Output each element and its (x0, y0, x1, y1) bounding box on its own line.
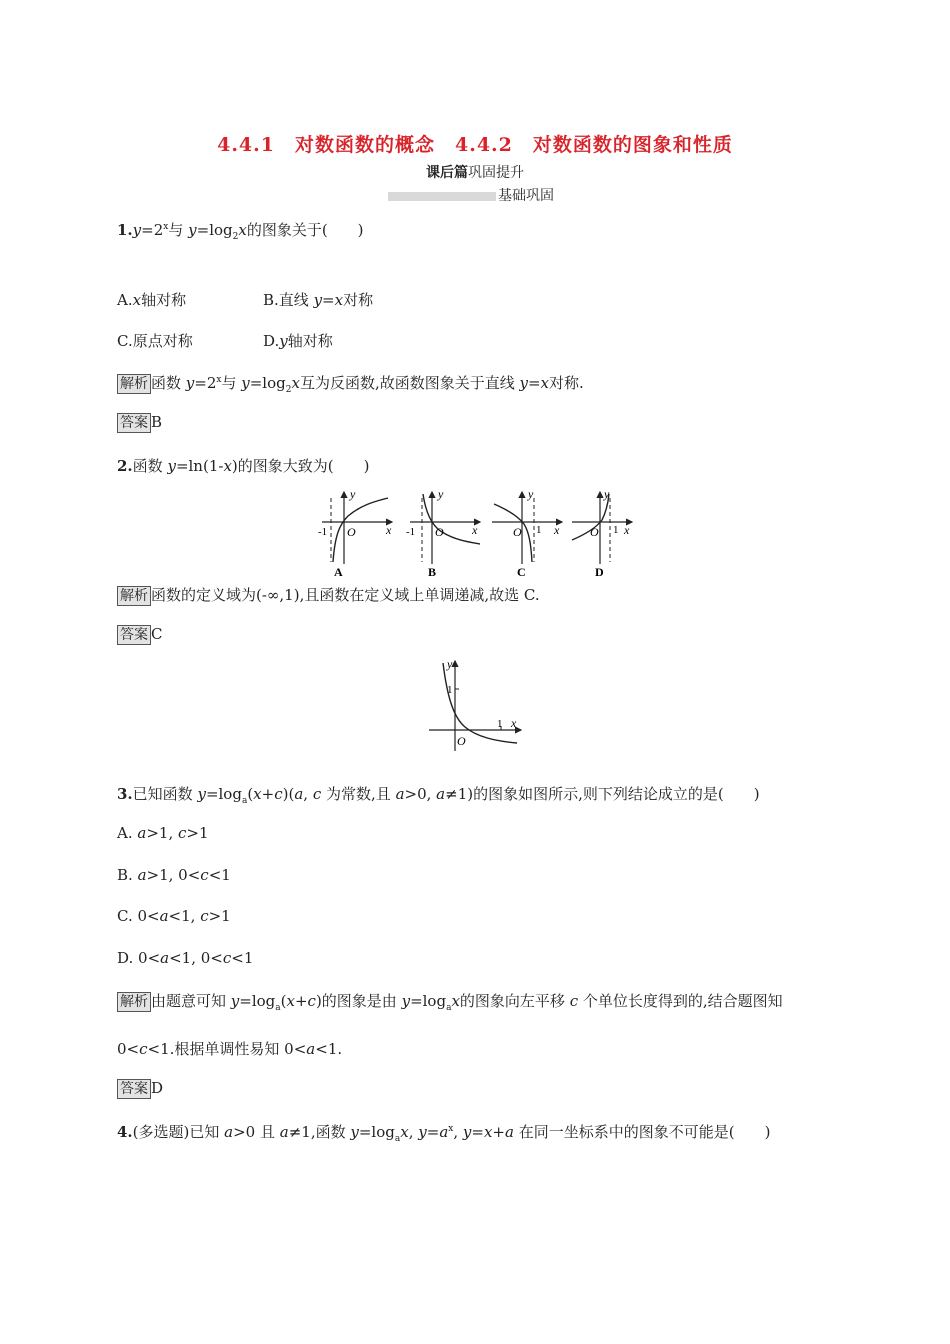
answer-tag: 答案 (117, 1079, 151, 1099)
svg-text:1: 1 (613, 524, 619, 536)
answer-tag: 答案 (117, 625, 151, 645)
q3-option-b: B. a>1, 0<c<1 (117, 866, 231, 884)
subtitle-rest: 巩固提升 (468, 165, 524, 181)
q2-graphs (310, 484, 640, 580)
svg-text:y: y (604, 487, 610, 501)
question-2: 2.函数 y=ln(1-x)的图象大致为( ) (117, 457, 370, 475)
svg-text:y: y (528, 487, 534, 501)
page-subtitle (0, 162, 950, 182)
q3-option-c: C. 0<a<1, c>1 (117, 907, 231, 925)
svg-text:x: x (554, 523, 560, 537)
q1-answer: 答案 B (117, 413, 162, 433)
section-bar (388, 192, 496, 201)
q2-graph-d (572, 487, 632, 579)
svg-text:C: C (517, 565, 526, 579)
question-3: 3.已知函数 $y=\log_a(x+c)(a$, c 为常数,且 a>0, a≠1)的图象如图所示,则下列结论成立的是( ) (117, 785, 760, 806)
section-header (388, 185, 554, 205)
svg-text:x: x (472, 523, 478, 537)
question-4: 4.(多选题)已知 a>0 且 a≠1,函数 $y=\log_ax$, $y=a^x$, y=x+a 在同一坐标系中的图象不可能是( ) (117, 1123, 771, 1144)
svg-text:-1: -1 (406, 526, 416, 538)
svg-text:y: y (438, 487, 444, 501)
q3-answer: 答案 D (117, 1079, 163, 1099)
svg-text:A: A (334, 565, 343, 579)
svg-text:O: O (590, 525, 599, 539)
svg-text:D: D (595, 565, 604, 579)
svg-text:1: 1 (497, 718, 503, 730)
q3-option-d: D. 0<a<1, 0<c<1 (117, 949, 254, 967)
q1-option-b: B.直线 y=x对称 (263, 291, 374, 309)
svg-text:-1: -1 (318, 526, 328, 538)
svg-text:1: 1 (536, 524, 542, 536)
q1-analysis: 解析 函数 $y=2^x$与 $y=\log_2x$互为反函数,故函数图象关于直线 y=x对称. (117, 372, 584, 395)
q1-option-d: D.y轴对称 (263, 332, 333, 350)
q2-graph-c (492, 487, 562, 579)
q2-graph-b (406, 487, 480, 579)
svg-text:B: B (428, 565, 437, 579)
svg-text:x: x (511, 716, 517, 730)
q3-analysis-line1: 解析 由题意可知 $y=\log_a(x+c)$的图象是由 $y=\log_ax$的图象向左平移 c 个单位长度得到的,结合题图知 (117, 990, 783, 1013)
analysis-tag: 解析 (117, 992, 151, 1012)
q2-graph-a (318, 487, 392, 579)
q1-option-a: A.x轴对称 (117, 291, 187, 309)
question-1: $1.y=2^x$与 $y=\log_2x$的图象关于( ) (117, 221, 364, 242)
svg-text:y: y (350, 487, 356, 501)
section-label: 基础巩固 (498, 188, 554, 204)
analysis-tag: 解析 (117, 374, 151, 394)
q3-option-a: A. a>1, c>1 (117, 824, 209, 842)
answer-tag: 答案 (117, 413, 151, 433)
svg-text:x: x (386, 523, 392, 537)
q2-analysis: 解析 函数的定义域为(-∞,1),且函数在定义域上单调递减,故选 C. (117, 584, 540, 606)
analysis-tag: 解析 (117, 586, 151, 606)
page-title: 4.4.1 对数函数的概念 4.4.2 对数函数的图象和性质 (217, 134, 733, 156)
svg-text:y: y (447, 657, 453, 671)
svg-text:O: O (347, 525, 356, 539)
svg-text:O: O (513, 525, 522, 539)
svg-text:1: 1 (447, 684, 453, 696)
q2-answer: 答案 C (117, 625, 162, 645)
svg-text:O: O (435, 525, 444, 539)
svg-text:x: x (624, 523, 630, 537)
q3-analysis-line2: 0<c<1.根据单调性易知 0<a<1. (117, 1040, 343, 1058)
svg-text:O: O (457, 734, 466, 748)
q3-figure (425, 655, 525, 755)
q1-option-c: C.原点对称 (117, 332, 193, 350)
subtitle-bold: 课后篇 (426, 165, 468, 181)
